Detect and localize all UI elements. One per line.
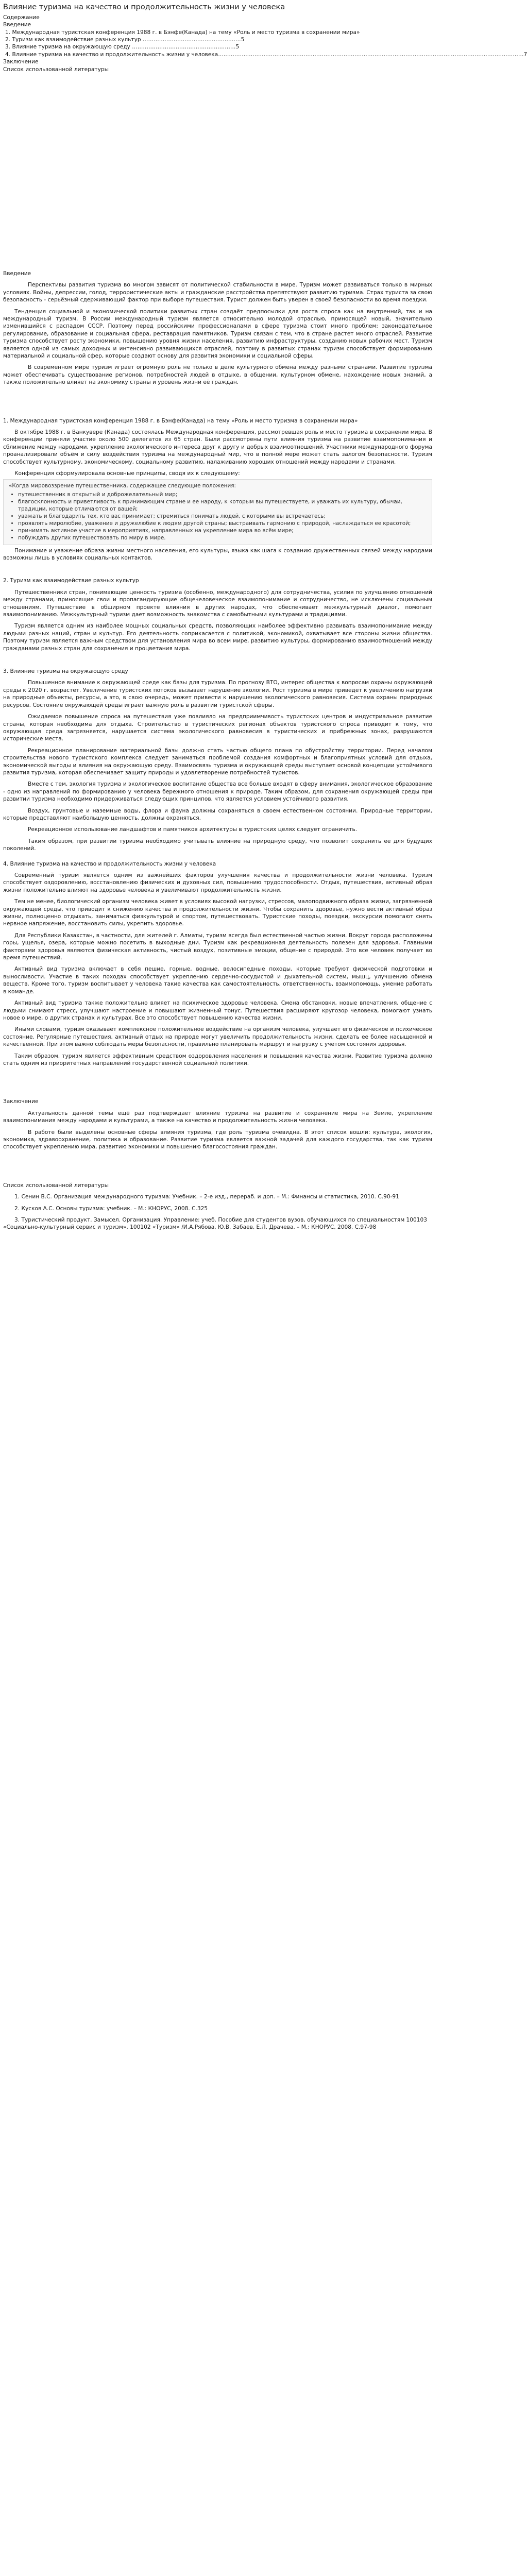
intro-paragraph: В современном мире туризм играет огромную роль не только в деле культурного обмена между разными странами. Развитие туризма может обеспечивать существование регионов, потребностей людей в отдыхе, в общении, культурном обмене, нахождение новых знаний, а также положительно влияет на экономику страны и уровень жизни её граждан. [3,364,432,386]
list-item: • проявлять миролюбие, уважение и дружелюбие к людям другой страны; выстраивать гармонию с природой, наслаждаться ее красотой; [18,520,427,527]
list-item: • уважать и благодарить тех, кто вас принимает; стремиться понимать людей, с которыми вы встречаетесь; [18,513,427,520]
document-title: Влияние туризма на качество и продолжительность жизни у человека [3,3,285,11]
section4-heading: 4. Влияние туризма на качество и продолжительность жизни у человека [3,860,216,867]
conclusion-paragraph: В работе были выделены основные сферы влияния туризма, где роль туризма очевидна. В этот список вошли: культура, экология, экономика, здравоохранение, политика и образование. Развитие туризма является важной задачей для каждого государства, так как туризм способствует укреплению мира, развитию экономики и повышению благосостояния граждан. [3,1129,432,1150]
section4-paragraph: Иными словами, туризм оказывает комплексное положительное воздействие на организм человека, улучшает его физическое и психическое состояние. Регулярные путешествия, активный отдых на природе могут увеличить продолжительность жизни, сделать ее более насыщенной и качественной. При этом важно соблюдать меры безопасности, правильно планировать маршрут и нагрузку с учетом состояния здоровья. [3,1026,432,1048]
section2-paragraph: Туризм является одним из наиболее мощных социальных средств, позволяющих наиболее эффективно развивать взаимопонимание между людьми разных наций, стран и культур. Его деятельность соприкасается с политикой, экономикой, охватывает все стороны жизни общества. Поэтому туризм является важным средством для установления мира во всем мире, развитию культуры, формированию взаимоотношений между гражданами разных стран для сохранения и процветания мира. [3,623,432,652]
intro-paragraph: Тенденция социальной и экономической политики развитых стран создаёт предпосылки для роста спроса как на внутренний, так и на международный туризм. В России международный туризм является относительно молодой отраслью, приносящей новый, значительно изменившийся с распадом СССР. Поэтому перед российскими профессионалами в сфере туризма стоит много проблем: законодательное регулирование, образование и социальная сфера, реставрация памятников. Туризм связан с тем, что в стране растет много отраслей. Развитие туризма способствует росту экономики, повышению уровня жизни населения, развитию инфраструктуры, созданию новых рабочих мест. Туризм является одной из самых доходных и интенсивно развивающихся отраслей, поэтому в развитых странах туризм способствует формированию материальной и социальной сфер, которые создают основу для развития экономики и социальной сферы. [3,308,432,359]
list-item: • принимать активное участие в мероприятиях, направленных на укрепление мира во всём мире; [18,527,427,534]
list-item: • побуждать других путешествовать по миру в мире. [18,534,427,541]
section3-paragraph: Таким образом, при развитии туризма необходимо учитывать влияние на природную среду, что позволит сохранить ее для будущих поколений. [3,838,432,852]
list-item: • путешественник в открытый и доброжелательный мир; [18,491,427,498]
section4-paragraph: Активный вид туризма включает в себя пешие, горные, водные, велосипедные походы, которые требуют физической подготовки и выносливости. Участие в таких походах способствует укреплению сердечно-сосудистой и дыхательной систем, мышц, улучшению обмена веществ. Кроме того, туризм воспитывает у человека такие качества как самостоятельность, ответственность, взаимопомощь, умение работать в команде. [3,966,432,995]
list-item: • благосклонность и приветливость к принимающим стране и ее народу, к которым вы путешествуете, и уважать их культуру, обычаи, традиции, которые отличаются от вашей; [18,498,427,513]
conclusion-paragraph: Актуальность данной темы ещё раз подтверждает влияние туризма на развитие и сохранение мира на Земле, укрепление взаимопонимания между народами и культурами, а также на качество и продолжительность жизни человека. [3,1110,432,1124]
section3-heading: 3. Влияние туризма на окружающую среду [3,668,128,675]
section4-paragraph: Тем не менее, биологический организм человека живет в условиях высокой нагрузки, стрессов, малоподвижного образа жизни, загрязненной окружающей среды, что приводит к снижению качества и продолжительности жизни. Чтобы сохранить здоровье, нужно вести активный образ жизни, полноценно отдыхать, заниматься физкультурой и спортом, путешествовать. Туристские походы, поездки, экскурсии помогают снять нервное напряжение, восстановить силы, укрепить здоровье. [3,899,432,927]
toc-item[interactable]: Заключение [3,59,39,65]
section4-paragraph: Для Республики Казахстан, в частности, для жителей г. Алматы, туризм всегда был естественной частью жизни. Вокруг города расположены горы, ущелья, озера, которые можно посетить в выходные дни. Туризм как рекреационная деятельность полезен для здоровья. Главными факторами здоровья являются физическая активность, чистый воздух, позитивные эмоции, общение с природой. Это все человек получает во время путешествий. [3,932,432,961]
references-section [3,1182,432,1231]
quote-intro: «Когда мировоззрение путешественника, содержащее следующие положения: [9,483,236,489]
reference-item: 1. Сенин В.С. Организация международного туризма: Учебник. – 2-е изд., перераб. и доп. – М.: Финансы и статистика, 2010. С.90-91 [14,1194,399,1200]
intro-paragraph: Перспективы развития туризма во многом зависят от политической стабильности в мире. Туризм может развиваться только в мирных условиях. Войны, депрессии, голод, террористические акты и гражданские расстройства препятствуют развитию туризма. Страх туриста за свою безопасность - серьёзный сдерживающий фактор при выборе путешествия. Турист должен быть уверен в своей безопасности во время поездки. [3,282,432,303]
reference-item: 3. Туристический продукт. Замысел. Организация. Управление: учеб. Пособие для студентов вузов, обучающихся по специальностям 100103 «Социально-культурный сервис и туризм», 100102 «Туризм» /И.А.Рябова, Ю.В. Забаев, Е.Л. Драчева. – М.: КНОРУС, 2008. С.97-98 [3,1217,427,1231]
reference-item: 2. Кусков А.С. Основы туризма: учебник. – М.: КНОРУС, 2008. С.325 [14,1205,208,1212]
toc-item[interactable]: 2. Туризм как взаимодействие разных культур ………………………………………………5 [5,36,245,43]
references-heading: Список использованной литературы [3,1182,109,1189]
section4-paragraph: Таким образом, туризм является эффективным средством оздоровления населения и повышения качества жизни. Развитие туризма должно стать одним из приоритетных направлений государственной социальной политики. [3,1053,432,1066]
section3-paragraph: Вместе с тем, экология туризма и экологическое воспитание общества все больше входят в сферу внимания, экологическое образование - одно из направлений по формированию у человека бережного отношения к природе. Таким образом, для сохранения окружающей среды при развитии туризма необходимо придерживаться следующих принципов, что является условием устойчивого развития. [3,781,432,803]
section4-paragraph: Активный вид туризма также положительно влияет на психическое здоровье человека. Смена обстановки, новые впечатления, общение с людьми снимают стресс, улучшают настроение и повышают жизненный тонус. Путешествия расширяют кругозор человека, помогают узнать новое о мире, о других странах и культурах. Все это способствует повышению качества жизни. [3,1000,432,1021]
section1-paragraph: Понимание и уважение образа жизни местного населения, его культуры, языка как шага к созданию дружественных связей между народами возможны лишь в условиях социальных контактов. [3,547,432,561]
toc-item[interactable]: Введение [3,22,31,28]
section2-heading: 2. Туризм как взаимодействие разных культур [3,578,139,584]
section3-paragraph: Повышенное внимание к окружающей среде как базы для туризма. По прогнозу ВТО, интерес общества к вопросам охраны окружающей среды к 2020 г. возрастет. Увеличение туристских потоков вызывает нарушение экологии. Рост туризма в мире приведет к увеличению нагрузки на природные объекты, ресурсы, а это, в свою очередь, может привести к нарушению экологического равновесия. Система охраны природных ресурсов. Состояние окружающей среды играет важную роль в развитии туристской сферы. [3,680,432,708]
toc-item[interactable]: 4. Влияние туризма на качество и продолжительность жизни у человека……………………………………………………………………………………………………………………………………………………7 [5,51,527,58]
section1-heading: 1. Международная туристская конференция 1988 г. в Бэнфе(Канада) на тему «Роль и место туризма в сохранении мира» [3,417,358,424]
section3-paragraph: Рекреационное планирование материальной базы должно стать частью общего плана по обустройству территории. Перед началом строительства нового туристского комплекса следует заниматься проблемой создания комфортных и благоприятных условий для отдыха, экономической выгоды и влияния на окружающую среду. Взаимосвязь туризма и окружающей среды выступает основой концепции устойчивого развития туризма, которая обеспечивает защиту природы и удовлетворение потребностей туристов. [3,747,432,776]
intro-heading: Введение [3,270,31,277]
section3-paragraph: Рекреационное использование ландшафтов и памятников архитектуры в туристских целях следует ограничить. [28,826,358,833]
section1-paragraph: Конференция сформулировала основные принципы, сводя их к следующему: [14,470,240,477]
toc-item[interactable]: 3. Влияние туризма на окружающую среду …………………………………………………5 [5,44,240,50]
toc-item[interactable]: 1. Международная туристская конференция 1988 г. в Бэнфе(Канада) на тему «Роль и место туризма в сохранении мира» [5,29,360,36]
table-of-contents [3,14,527,73]
principles-list [9,491,427,542]
section3-paragraph: Ожидаемое повышение спроса на путешествия уже повлияло на предприимчивость туристских центров и индустриальное развитие страны, которая необходима для отдыха. Строительство в туристических регионах объектов туристского спроса приводит к тому, что окружающая среда загрязняется, нарушается система экологического равновесия в туристических и прибрежных зонах, разрушаются исторические места. [3,714,432,742]
section4-paragraph: Современный туризм является одним из важнейших факторов улучшения качества и продолжительности жизни человека. Туризм способствует оздоровлению, восстановлению физических и духовных сил, повышению трудоспособности. Отдых, путешествия, активный образ жизни положительно влияют на здоровье человека и увеличивают продолжительность жизни. [3,872,432,893]
principles-quote-box [3,479,432,545]
toc-item[interactable]: Список использованной литературы [3,66,109,73]
section1-paragraph: В октябре 1988 г. в Ванкувере (Канада) состоялась Международная конференция, рассмотревшая роль и место туризма в сохранении мира. В конференции приняли участие около 500 делегатов из 65 стран. Были рассмотрены пути влияния туризма на развитие взаимопонимания и сближение между народами, укрепление экологического интереса друг к другу и добрых взаимоотношений. Участники международного форума проанализировали объём и силу воздействия туризма на международный мир, что в полной мере может стать залогом безопасности. Туризм способствует культурному, экономическому, социальному развитию, налаживанию хороших отношений между народами и странами. [3,429,432,465]
document-page [0,0,527,1252]
toc-label: Содержание [3,14,40,21]
conclusion-heading: Заключение [3,1098,39,1105]
section2-paragraph: Путешественники стран, понимающие ценность туризма (особенно, международного) для сотрудничества, усилия по улучшению отношений между странами, приносящие свои и пропагандирующие общечеловеческое взаимопонимание и сотрудничество, не исключены социальным отношениям. Путешествие в обширном проекте влияния в других народах, что обеспечивает межкультурный диалог, помогает взаимопониманию. Межкультурный туризм дает возможность знакомства с самобытными культурами и традициями. [3,589,432,618]
section3-paragraph: Воздух, грунтовые и наземные воды, флора и фауна должны сохраняться в своем естественном состоянии. Природные территории, которые представляют наибольшую ценность, должны охраняться. [3,807,432,821]
